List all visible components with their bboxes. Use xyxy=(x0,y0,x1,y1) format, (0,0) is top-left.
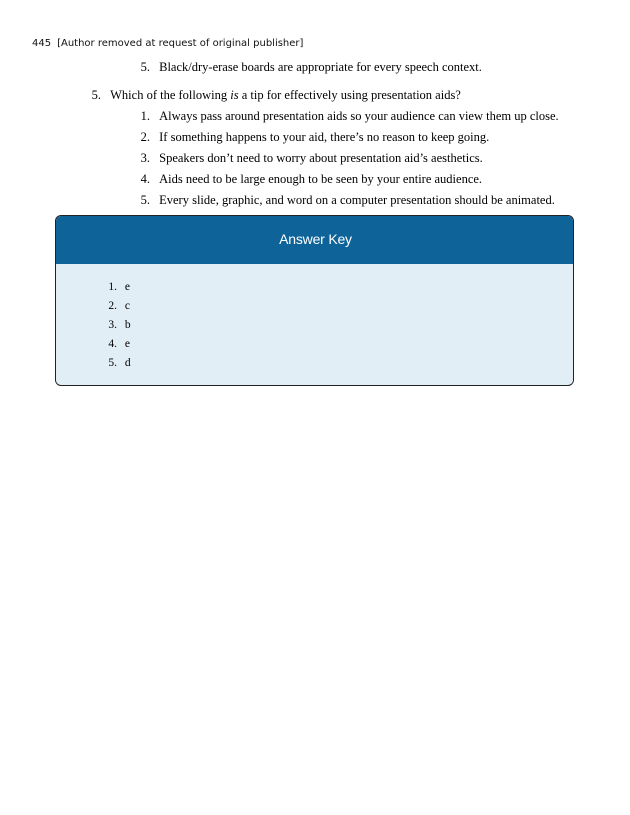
option-text: Aids need to be large enough to be seen by your entire audience. xyxy=(159,172,483,186)
answer-letter: c xyxy=(124,300,130,312)
answer-letter: e xyxy=(124,338,130,350)
list-item xyxy=(136,59,482,75)
item-text: Black/dry-erase boards are appropriate for every speech context. xyxy=(159,60,482,74)
option: 5. Every slide, graphic, and word on a computer presentation should be animated. xyxy=(140,193,555,207)
answer-key-box xyxy=(55,215,574,386)
option-text: Speakers don’t need to worry about presentation aid’s aesthetics. xyxy=(159,151,483,165)
question-text: Which of the following is a tip for effectively using presentation aids? xyxy=(110,88,461,102)
answer-row: 4. e xyxy=(108,338,130,350)
answer-letter: d xyxy=(124,357,131,369)
answer-key-header xyxy=(55,215,574,264)
answer-letter: e xyxy=(124,281,130,293)
answer-key-title: Answer Key xyxy=(279,231,352,247)
option: 4. Aids need to be large enough to be seen by your entire audience. xyxy=(140,172,483,186)
running-header xyxy=(32,38,303,49)
option: 2. If something happens to your aid, there’s no reason to keep going. xyxy=(140,130,490,144)
answer-row: 3. b xyxy=(108,319,131,331)
answer-letter: b xyxy=(124,319,131,331)
question xyxy=(87,87,461,103)
option-text: Every slide, graphic, and word on a computer presentation should be animated. xyxy=(159,193,555,207)
emphasis: is xyxy=(230,88,239,102)
running-title: [Author removed at request of original publisher] xyxy=(57,38,304,49)
item-number: 5. xyxy=(140,60,150,74)
page-number: 445 xyxy=(32,38,52,49)
question-number: 5. xyxy=(91,88,101,102)
option-text: Always pass around presentation aids so your audience can view them up close. xyxy=(159,109,559,123)
answer-row: 1. e xyxy=(108,281,130,293)
option: 1. Always pass around presentation aids so your audience can view them up close. xyxy=(140,109,559,123)
option: 3. Speakers don’t need to worry about presentation aid’s aesthetics. xyxy=(140,151,483,165)
answer-row: 2. c xyxy=(108,300,130,312)
option-text: If something happens to your aid, there’s no reason to keep going. xyxy=(159,130,490,144)
answer-row: 5. d xyxy=(108,357,131,369)
